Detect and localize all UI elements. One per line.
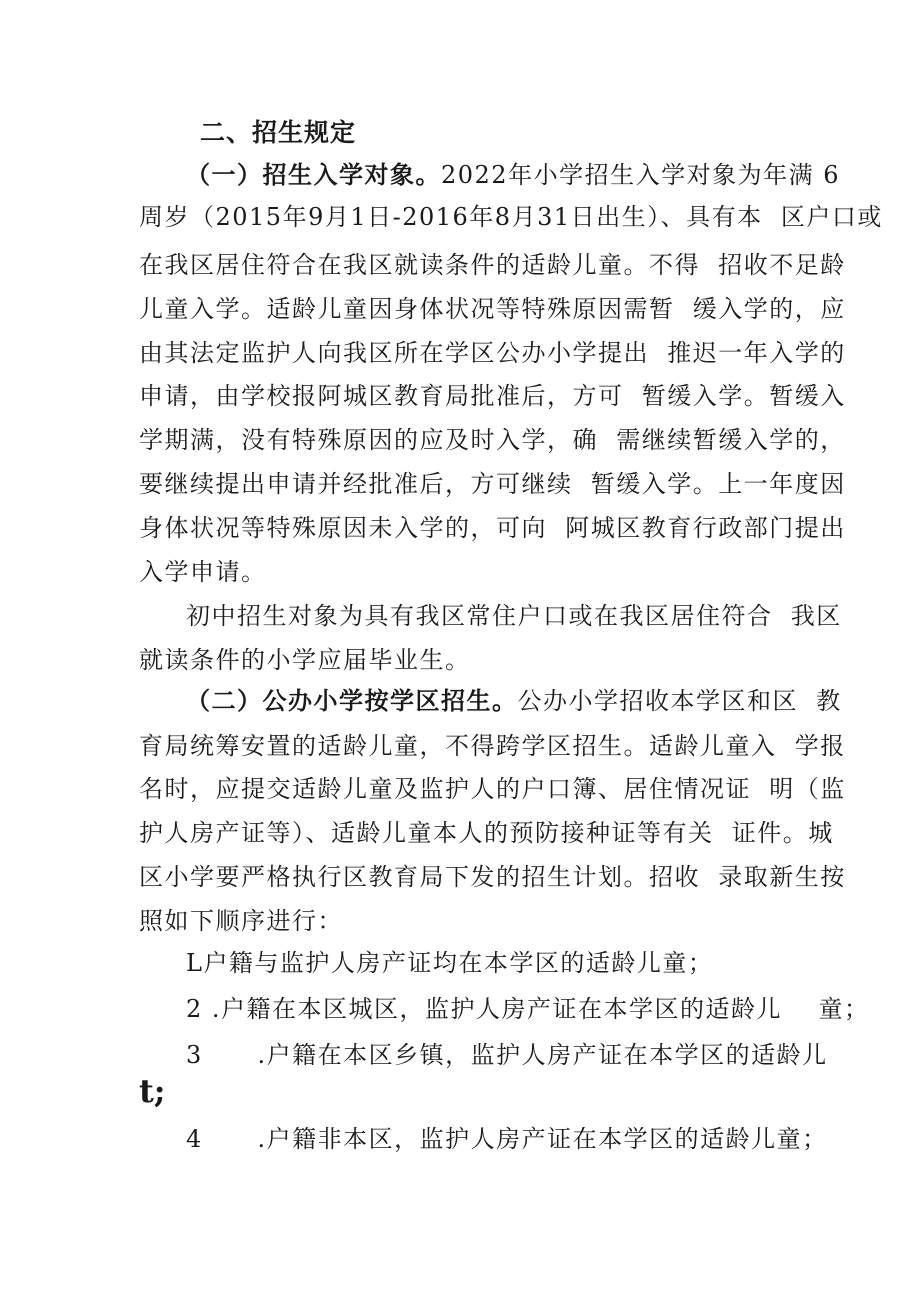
paragraph-line: 护人房产证等）、适龄儿童本人的预防接种证等有关 证件。城 bbox=[139, 819, 834, 847]
list-item: 4 .户籍非本区，监护人房产证在本学区的适龄儿童； bbox=[186, 1125, 828, 1153]
paragraph-line: 由其法定监护人向我区所在学区公办小学提出 推迟一年入学的 bbox=[139, 339, 846, 367]
paragraph-line: 入学申请。 bbox=[139, 558, 267, 586]
paragraph-line: 区小学要严格执行区教育局下发的招生计划。招收 录取新生按 bbox=[139, 863, 846, 891]
paragraph-line: 儿童入学。适龄儿童因身体状况等特殊原因需暂 缓入学的，应 bbox=[139, 295, 846, 323]
paragraph-line bbox=[186, 686, 842, 716]
paragraph-line: 周岁（2015年9月1日-2016年8月31日出生）、具有本 区户口或 bbox=[139, 203, 883, 231]
paragraph-line: 名时，应提交适龄儿童及监护人的户口簿、居住情况证 明（监 bbox=[139, 775, 846, 803]
subsection-title: （二）公办小学按学区招生。 bbox=[186, 686, 518, 715]
paragraph-line: 要继续提出申请并经批准后，方可继续 暂缓入学。上一年度因 bbox=[139, 470, 846, 498]
paragraph-line: 初中招生对象为具有我区常住户口或在我区居住符合 我区 bbox=[186, 602, 842, 630]
list-item: L户籍与监护人房产证均在本学区的适龄儿童； bbox=[186, 949, 714, 977]
section-heading: 二、招生规定 bbox=[200, 118, 357, 147]
paragraph-line: 育局统筹安置的适龄儿童，不得跨学区招生。适龄儿童入 学报 bbox=[139, 732, 846, 760]
paragraph-line: 身体状况等特殊原因未入学的，可向 阿城区教育行政部门提出 bbox=[139, 514, 846, 542]
paragraph-text: 公办小学招收本学区和区 教 bbox=[517, 687, 842, 715]
list-item: 2 .户籍在本区城区，监护人房产证在本学区的适龄儿 童； bbox=[186, 995, 870, 1023]
paragraph-line: 申请，由学校报阿城区教育局批准后，方可 暂缓入学。暂缓入 bbox=[139, 382, 846, 410]
paragraph-line bbox=[186, 160, 840, 190]
paragraph-line: 学期满，没有特殊原因的应及时入学，确 需继续暂缓入学的， bbox=[139, 426, 846, 454]
list-item: 3 .户籍在本区乡镇，监护人房产证在本学区的适龄儿 bbox=[186, 1041, 828, 1069]
list-item-continuation: t; bbox=[139, 1072, 166, 1110]
subsection-title: （一）招生入学对象。 bbox=[186, 160, 441, 189]
paragraph-line: 在我区居住符合在我区就读条件的适龄儿童。不得 招收不足龄 bbox=[139, 251, 846, 279]
paragraph-line: 照如下顺序进行： bbox=[139, 907, 343, 935]
paragraph-line: 就读条件的小学应届毕业生。 bbox=[139, 646, 471, 674]
paragraph-text: 2022年小学招生入学对象为年满 6 bbox=[441, 161, 840, 189]
